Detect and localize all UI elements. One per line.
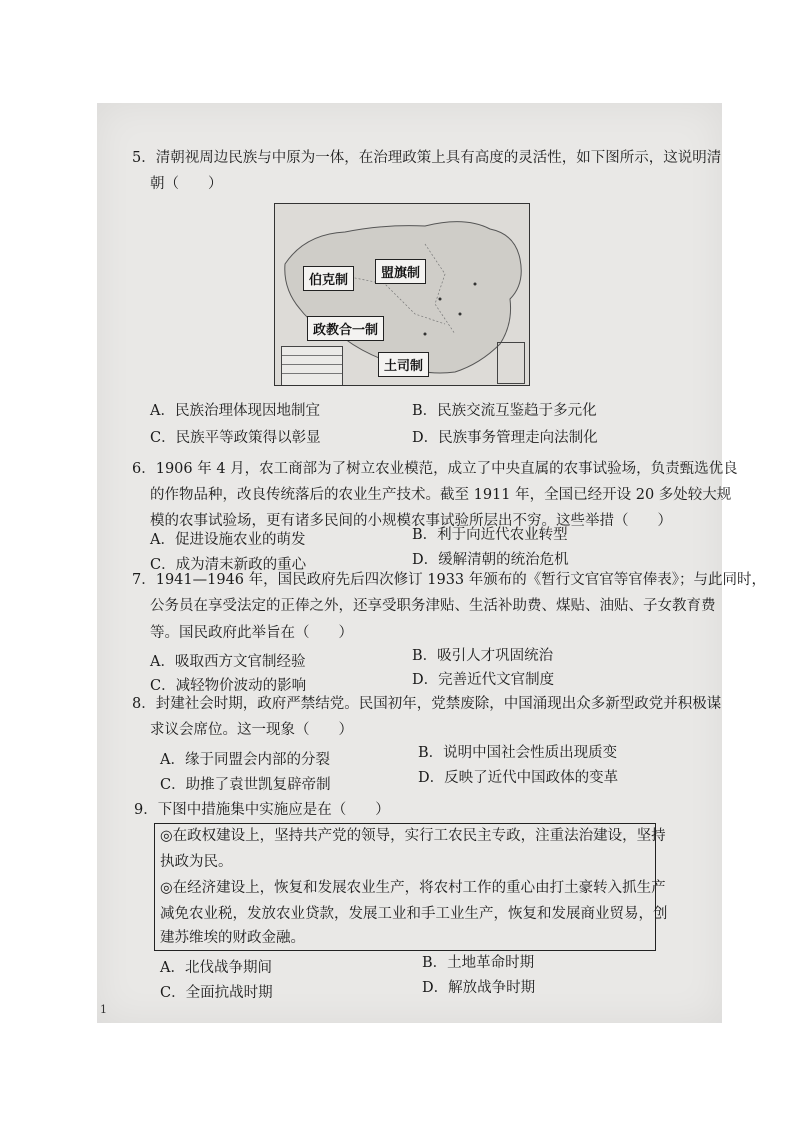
q9-option-c[interactable]: C．全面抗战时期: [160, 985, 273, 1001]
q6-stem-line2: 的作物品种，改良传统落后的农业生产技术。截至 1911 年，全国已经开设 20 多处较大规: [150, 487, 732, 503]
q8-stem-line2: 求议会席位。这一现象（ ）: [150, 722, 353, 738]
q9-option-a[interactable]: A．北伐战争期间: [160, 960, 272, 976]
q6-option-d[interactable]: D．缓解清朝的统治危机: [412, 552, 569, 568]
q8-stem-line1: 8．封建社会时期，政府严禁结党。民国初年，党禁废除，中国涌现出众多新型政党并积极谋: [132, 696, 722, 712]
q9-box-line2: 执政为民。: [160, 854, 233, 870]
q9-box-line3: ◎在经济建设上，恢复和发展农业生产，将农村工作的重心由打土豪转入抓生产: [160, 880, 666, 896]
q6-stem-line3: 模的农事试验场，更有诸多民间的小规模农事试验所层出不穷。这些举措（ ）: [150, 513, 672, 529]
q9-option-b[interactable]: B．土地革命时期: [422, 955, 535, 971]
map-inset: [497, 342, 525, 384]
q7-option-b[interactable]: B．吸引人才巩固统治: [412, 648, 554, 664]
q7-option-d[interactable]: D．完善近代文官制度: [412, 672, 555, 688]
q9-option-d[interactable]: D．解放战争时期: [422, 980, 536, 996]
q5-stem-line2: 朝（ ）: [150, 176, 223, 192]
map-legend: [281, 346, 343, 386]
q7-stem-line1: 7．1941—1946 年，国民政府先后四次修订 1933 年颁布的《暂行文官官等官俸表》；与此同时，: [132, 572, 767, 588]
q5-option-b[interactable]: B．民族交流互鉴趋于多元化: [412, 403, 597, 419]
page-number: 1: [100, 1003, 107, 1016]
q7-stem-line2: 公务员在享受法定的正俸之外，还享受职务津贴、生活补助费、煤贴、油贴、子女教育费: [150, 598, 716, 614]
q6-option-c[interactable]: C．成为清末新政的重心: [150, 557, 307, 573]
q9-box-line1: ◎在政权建设上，坚持共产党的领导，实行工农民主专政，注重法治建设，坚持: [160, 828, 666, 844]
qing-governance-map: [274, 203, 530, 386]
map-label-tusi-system: 土司制: [378, 352, 429, 377]
q8-option-c[interactable]: C．助推了袁世凯复辟帝制: [160, 777, 331, 793]
q9-stem: 9．下图中措施集中实施应是在（ ）: [134, 802, 390, 818]
q5-stem-line1: 5．清朝视周边民族与中原为一体，在治理政策上具有高度的灵活性，如下图所示，这说明清: [132, 150, 722, 166]
q8-option-b[interactable]: B．说明中国社会性质出现质变: [418, 745, 618, 761]
q7-option-c[interactable]: C．减轻物价波动的影响: [150, 678, 307, 694]
map-label-theocracy-system: 政教合一制: [307, 316, 384, 341]
q8-option-a[interactable]: A．缘于同盟会内部的分裂: [160, 752, 330, 768]
q8-option-d[interactable]: D．反映了近代中国政体的变革: [418, 770, 619, 786]
q9-box-line5: 建苏维埃的财政金融。: [160, 930, 305, 946]
map-label-bek-system: 伯克制: [303, 266, 354, 291]
q6-option-a[interactable]: A．促进设施农业的萌发: [150, 532, 306, 548]
q9-box-line4: 减免农业税，发放农业贷款，发展工业和手工业生产，恢复和发展商业贸易，创: [160, 906, 668, 922]
q7-option-a[interactable]: A．吸取西方文官制经验: [150, 654, 306, 670]
q6-option-b[interactable]: B．利于向近代农业转型: [412, 527, 568, 543]
q7-stem-line3: 等。国民政府此举旨在（ ）: [150, 625, 353, 641]
q6-stem-line1: 6．1906 年 4 月，农工商部为了树立农业模范，成立了中央直属的农事试验场，负责甄选优良: [132, 461, 738, 477]
q5-option-c[interactable]: C．民族平等政策得以彰显: [150, 430, 321, 446]
map-label-league-banner-system: 盟旗制: [375, 259, 426, 284]
q5-option-a[interactable]: A．民族治理体现因地制宜: [150, 403, 320, 419]
q5-option-d[interactable]: D．民族事务管理走向法制化: [412, 430, 598, 446]
